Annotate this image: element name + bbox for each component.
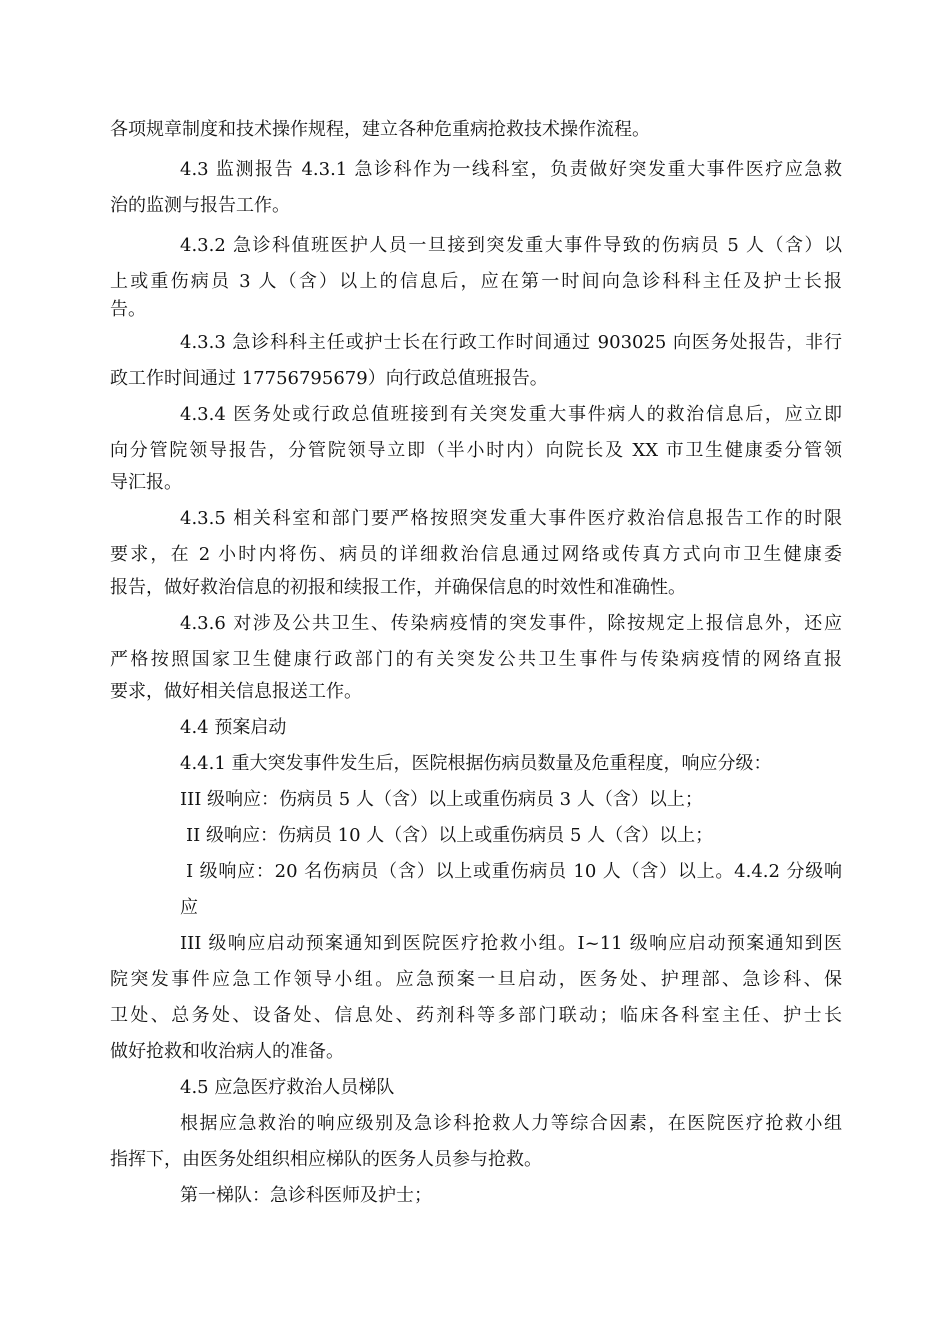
text-line: 严格按照国家卫生健康行政部门的有关突发公共卫生事件与传染病疫情的网络直报 (110, 649, 842, 670)
text-line: 应 (180, 897, 198, 918)
text-line: 要求，在 2 小时内将伤、病员的详细救治信息通过网络或传真方式向市卫生健康委 (110, 544, 842, 565)
text-line: 卫处、总务处、设备处、信息处、药剂科等多部门联动；临床各科室主任、护士长 (110, 1005, 842, 1026)
text-line: 上或重伤病员 3 人（含）以上的信息后，应在第一时间向急诊科科主任及护士长报 (110, 271, 842, 292)
section-heading: 4.5 应急医疗救治人员梯队 (180, 1077, 395, 1098)
text-line: 政工作时间通过 17756795679）向行政总值班报告。 (110, 368, 548, 389)
text-line: 根据应急救治的响应级别及急诊科抢救人力等综合因素，在医院医疗抢救小组 (180, 1113, 842, 1134)
text-line: II 级响应：伤病员 10 人（含）以上或重伤病员 5 人（含）以上； (186, 825, 714, 846)
text-line: III 级响应启动预案通知到医院医疗抢救小组。I~11 级响应启动预案通知到医 (180, 933, 842, 954)
text-line: 第一梯队：急诊科医师及护士； (180, 1185, 432, 1206)
text-line: 院突发事件应急工作领导小组。应急预案一旦启动，医务处、护理部、急诊科、保 (110, 969, 842, 990)
text-line: 4.3.6 对涉及公共卫生、传染病疫情的突发事件，除按规定上报信息外，还应 (180, 613, 842, 634)
text-line: 4.3 监测报告 4.3.1 急诊科作为一线科室，负责做好突发重大事件医疗应急救 (180, 159, 842, 180)
text-line: 治的监测与报告工作。 (110, 195, 290, 216)
text-line: 4.3.4 医务处或行政总值班接到有关突发重大事件病人的救治信息后，应立即 (180, 404, 842, 425)
text-line: III 级响应：伤病员 5 人（含）以上或重伤病员 3 人（含）以上； (180, 789, 703, 810)
text-line: 指挥下，由医务处组织相应梯队的医务人员参与抢救。 (110, 1149, 542, 1170)
text-line: 告。 (110, 299, 146, 320)
text-line: I 级响应：20 名伤病员（含）以上或重伤病员 10 人（含）以上。4.4.2 分级响 (186, 861, 842, 882)
text-line: 要求，做好相关信息报送工作。 (110, 681, 362, 702)
text-line: 向分管院领导报告，分管院领导立即（半小时内）向院长及 XX 市卫生健康委分管领 (110, 440, 842, 461)
text-line: 4.4.1 重大突发事件发生后，医院根据伤病员数量及危重程度，响应分级： (180, 753, 772, 774)
section-heading: 4.4 预案启动 (180, 717, 287, 738)
text-line: 4.3.5 相关科室和部门要严格按照突发重大事件医疗救治信息报告工作的时限 (180, 508, 842, 529)
text-line: 报告，做好救治信息的初报和续报工作，并确保信息的时效性和准确性。 (110, 577, 686, 598)
text-line: 4.3.3 急诊科科主任或护士长在行政工作时间通过 903025 向医务处报告，非行 (180, 332, 842, 353)
text-line: 导汇报。 (110, 472, 182, 493)
text-line: 做好抢救和收治病人的准备。 (110, 1041, 344, 1062)
text-line: 4.3.2 急诊科值班医护人员一旦接到突发重大事件导致的伤病员 5 人（含）以 (180, 235, 842, 256)
text-line: 各项规章制度和技术操作规程，建立各种危重病抢救技术操作流程。 (110, 119, 650, 140)
